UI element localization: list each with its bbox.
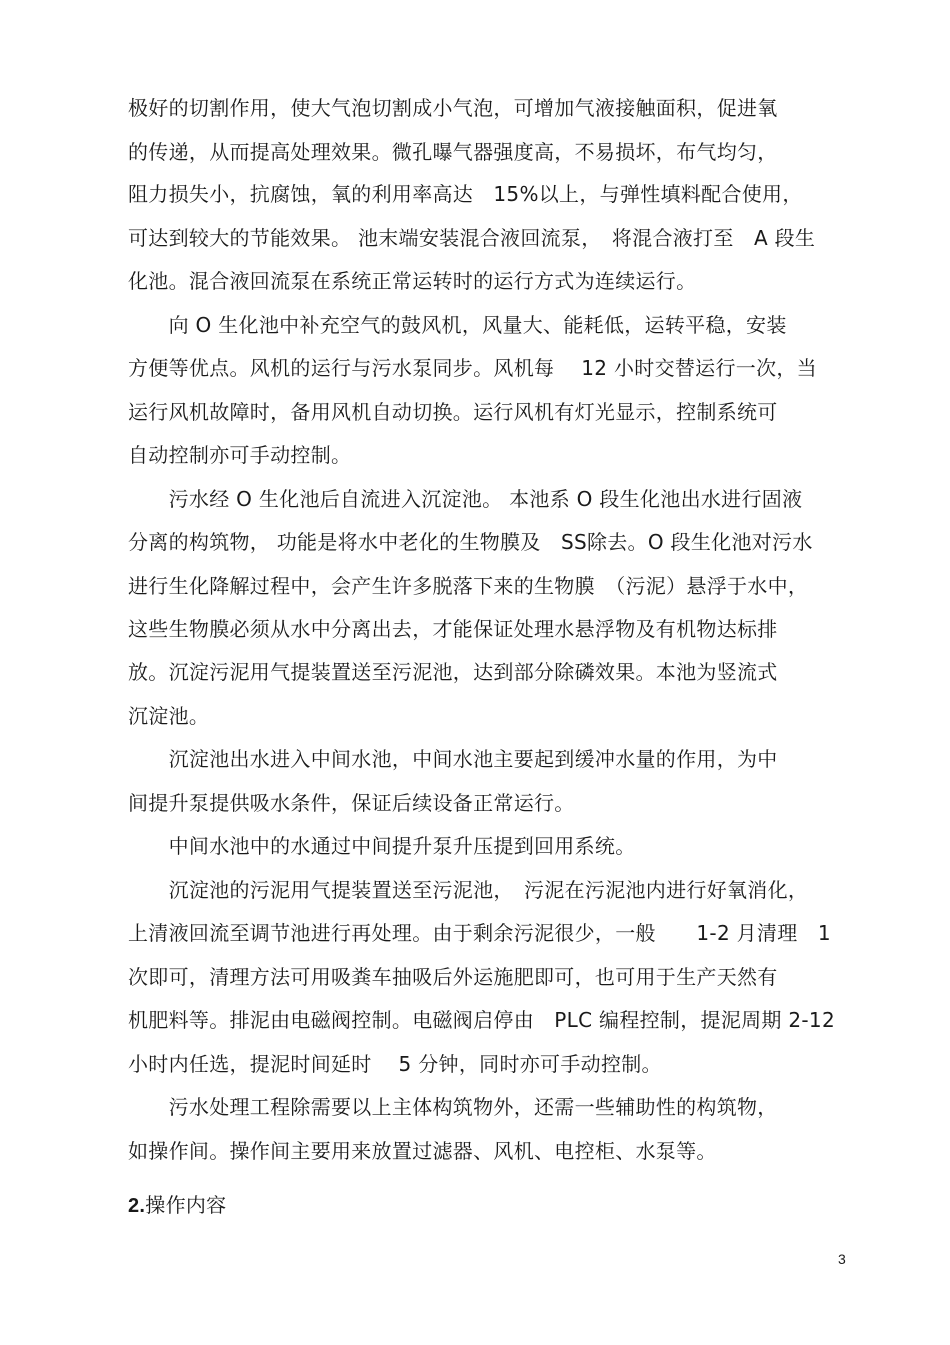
text-line: 次即可，清理方法可用吸粪车抽吸后外运施肥即可，也可用于生产天然有 (128, 965, 778, 989)
text-line: 这些生物膜必须从水中分离出去，才能保证处理水悬浮物及有机物达标排 (128, 617, 778, 641)
text-line: 中间水池中的水通过中间提升泵升压提到回用系统。 (128, 834, 636, 858)
text-line: 放。沉淀污泥用气提装置送至污泥池，达到部分除磷效果。本池为竖流式 (128, 660, 778, 684)
text-line: 机肥料等。排泥由电磁阀控制。电磁阀启停由 PLC 编程控制，提泥周期 2-12 (128, 1008, 835, 1032)
text-line: 小时内任选，提泥时间延时 5 分钟，同时亦可手动控制。 (128, 1052, 662, 1076)
section-number: 2. (128, 1195, 146, 1217)
text-line: 阻力损失小，抗腐蚀，氧的利用率高达 15%以上，与弹性填料配合使用， (128, 182, 803, 206)
text-line: 污水处理工程除需要以上主体构筑物外，还需一些辅助性的构筑物， (128, 1095, 778, 1119)
section-heading (128, 1192, 848, 1219)
text-line: 化池。混合液回流泵在系统正常运转时的运行方式为连续运行。 (128, 269, 697, 293)
text-line: 污水经 O 生化池后自流进入沉淀池。 本池系 O 段生化池出水进行固液 (128, 487, 803, 511)
text-line: 运行风机故障时，备用风机自动切换。运行风机有灯光显示，控制系统可 (128, 400, 778, 424)
text-line: 分离的构筑物， 功能是将水中老化的生物膜及 SS除去。O 段生化池对污水 (128, 530, 813, 554)
text-line: 如操作间。操作间主要用来放置过滤器、风机、电控柜、水泵等。 (128, 1139, 717, 1163)
text-line: 进行生化降解过程中，会产生许多脱落下来的生物膜 （污泥）悬浮于水中， (128, 574, 809, 598)
text-line: 的传递，从而提高处理效果。微孔曝气器强度高，不易损坏，布气均匀， (128, 140, 778, 164)
text-line: 上清液回流至调节池进行再处理。由于剩余污泥很少，一般 1-2 月清理 1 (128, 921, 831, 945)
text-line: 可达到较大的节能效果。 池末端安装混合液回流泵， 将混合液打至 A 段生 (128, 226, 816, 250)
text-line: 间提升泵提供吸水条件，保证后续设备正常运行。 (128, 791, 575, 815)
text-line: 沉淀池出水进入中间水池，中间水池主要起到缓冲水量的作用，为中 (128, 747, 778, 771)
text-line: 沉淀池。 (128, 704, 210, 728)
section-title: 操作内容 (145, 1193, 227, 1217)
text-line: 极好的切割作用，使大气泡切割成小气泡，可增加气液接触面积，促进氧 (128, 96, 778, 120)
text-line: 向 O 生化池中补充空气的鼓风机，风量大、能耗低，运转平稳，安装 (128, 313, 787, 337)
text-line: 沉淀池的污泥用气提装置送至污泥池， 污泥在污泥池内进行好氧消化， (128, 878, 809, 902)
page-number: 3 (838, 1251, 846, 1267)
text-line: 自动控制亦可手动控制。 (128, 443, 352, 467)
text-line: 方便等优点。风机的运行与污水泵同步。风机每 12 小时交替运行一次，当 (128, 356, 817, 380)
